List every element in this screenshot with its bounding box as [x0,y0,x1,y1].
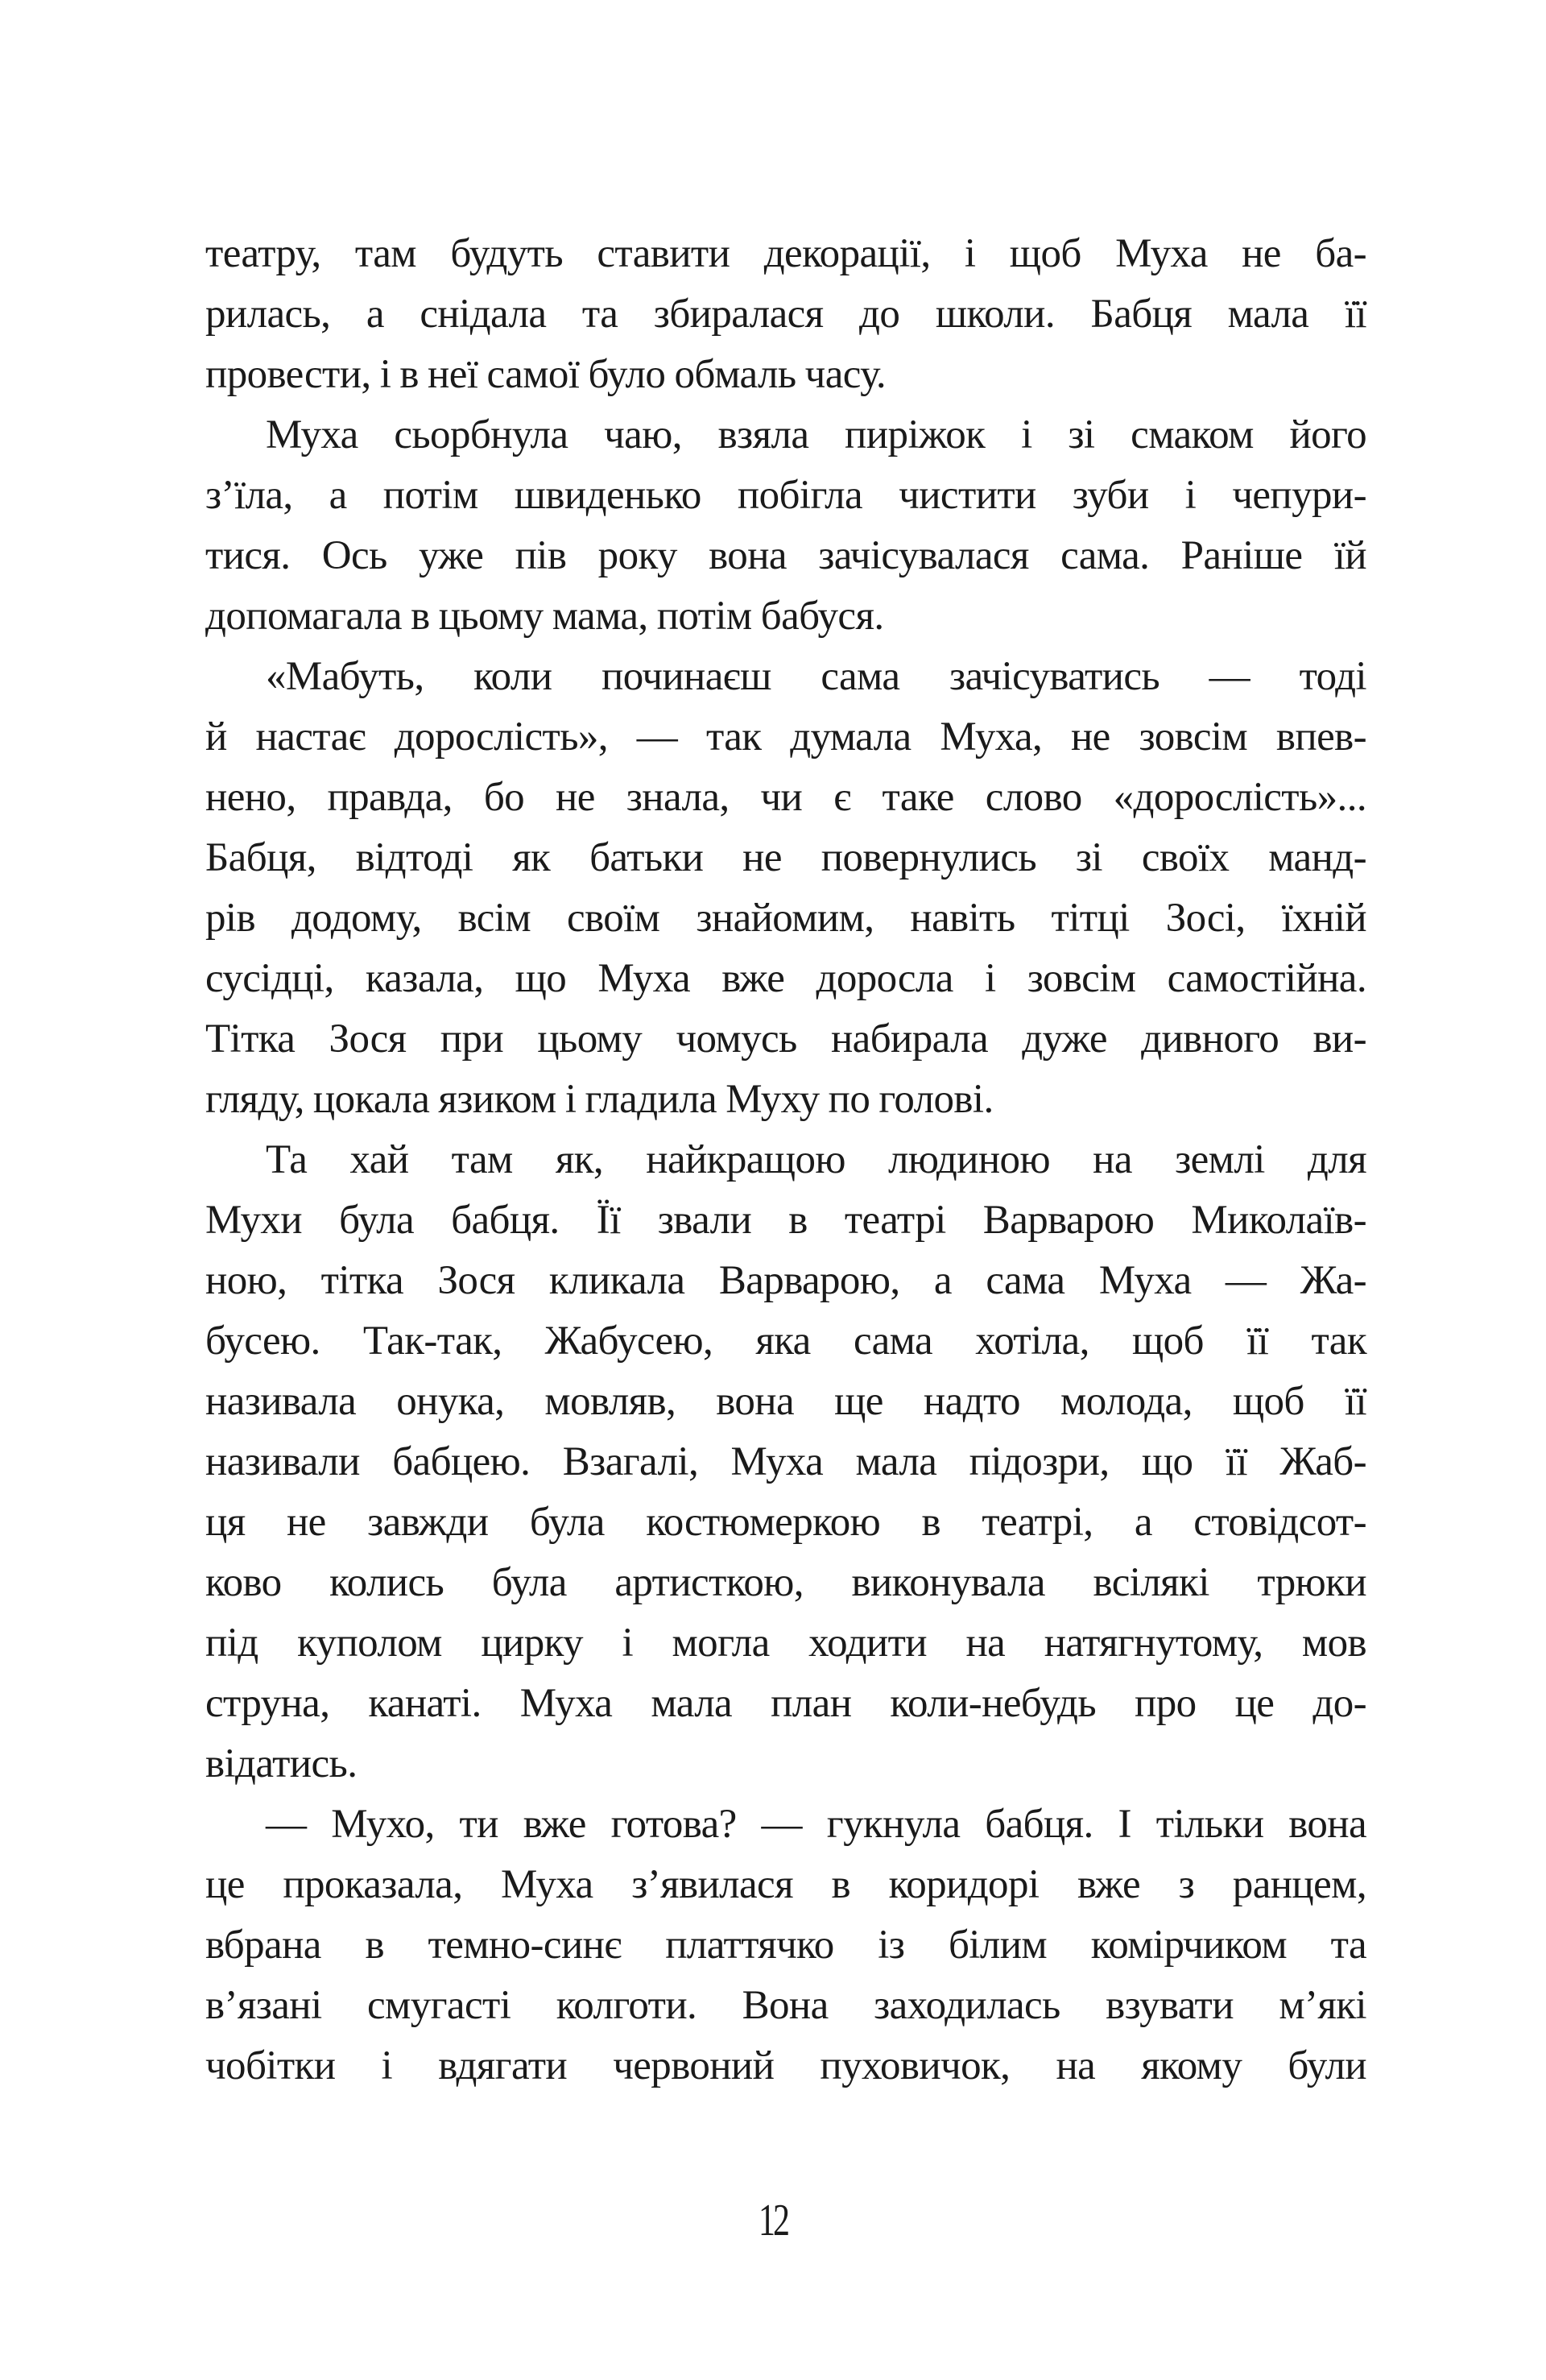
text-line: називала онука, мовляв, вона ще надто молода, щоб її [205,1379,1366,1424]
text-line: театру, там будуть ставити декорації, і щоб Муха не ба- [205,231,1366,276]
text-line: Муха сьорбнула чаю, взяла пиріжок і зі смаком його [266,412,1366,457]
text-line: ково колись була артисткою, виконувала всілякі трюки [205,1560,1366,1605]
text-line: тися. Ось уже пів року вона зачісувалася сама. Раніше їй [205,533,1366,578]
text-line: Тітка Зося при цьому чомусь набирала дуже дивного ви- [205,1016,1366,1062]
text-line: чобітки і вдягати червоний пуховичок, на якому були [205,2043,1366,2088]
body-text [205,224,1366,2096]
text-line: нено, правда, бо не знала, чи є таке слово «дорослість»... [205,775,1366,820]
text-line: бусею. Так-так, Жабусею, яка сама хотіла, щоб її так [205,1318,1366,1364]
text-line: це проказала, Муха з’явилася в коридорі вже з ранцем, [205,1862,1366,1907]
text-line: гляду, цокала язиком і гладила Муху по голові. [205,1077,994,1122]
text-line: Бабця, відтоді як батьки не повернулись зі своїх манд- [205,835,1366,880]
text-line: Мухи була бабця. Її звали в театрі Варварою Миколаїв- [205,1198,1366,1243]
text-line: й настає дорослість», — так думала Муха, не зовсім впев- [205,714,1366,760]
text-line: з’їла, а потім швиденько побігла чистити зуби і чепури- [205,473,1366,518]
text-line: в’язані смугасті колготи. Вона заходилась взувати м’які [205,1983,1366,2028]
text-line: Та хай там як, найкращою людиною на землі для [266,1137,1366,1182]
text-line: відатись. [205,1741,358,1786]
text-line: під куполом цирку і могла ходити на натягнутому, мов [205,1620,1366,1666]
text-line: — Мухо, ти вже готова? — гукнула бабця. І тільки вона [266,1802,1366,1847]
text-line: сусідці, казала, що Муха вже доросла і зовсім самостійна. [205,956,1366,1001]
text-line: струна, канаті. Муха мала план коли-небудь про це до- [205,1681,1366,1726]
page-number: 12 [759,2196,787,2245]
text-line: допомагала в цьому мама, потім бабуся. [205,594,884,639]
text-line: «Мабуть, коли починаєш сама зачісуватись — тоді [266,654,1366,699]
text-line: рилась, а снідала та збиралася до школи. Бабця мала її [205,292,1366,337]
text-line: ця не завжди була костюмеркою в театрі, а стовідсот- [205,1500,1366,1545]
text-line: рів додому, всім своїм знайомим, навіть тітці Зосі, їхній [205,896,1366,941]
text-line: ною, тітка Зося кликала Варварою, а сама Муха — Жа- [205,1258,1366,1303]
text-line: провести, і в неї самої було обмаль часу. [205,352,887,397]
text-line: вбрана в темно-синє платтячко із білим комірчиком та [205,1923,1366,1968]
text-line: називали бабцею. Взагалі, Муха мала підозри, що її Жаб- [205,1439,1366,1484]
